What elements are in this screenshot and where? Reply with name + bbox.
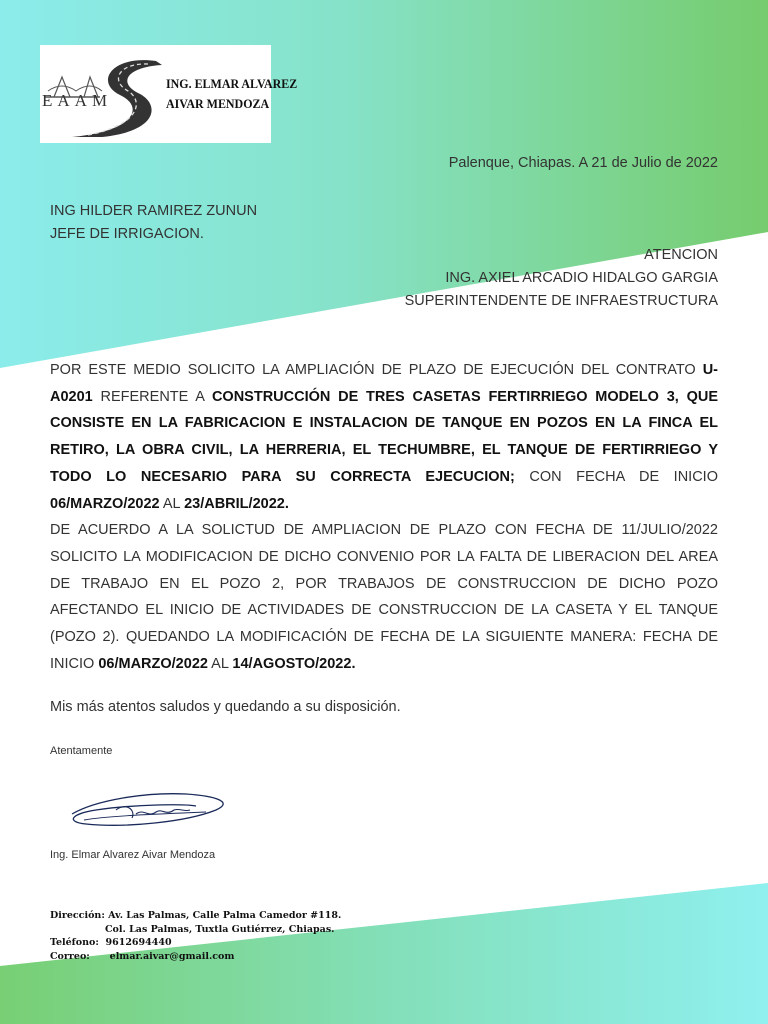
company-name-line2: AIVAR MENDOZA <box>166 96 270 111</box>
p1-text-b: REFERENTE A <box>92 388 212 405</box>
p1-text-al: AL <box>159 495 185 512</box>
phone-value: 9612694440 <box>105 937 172 948</box>
new-end-date: 14/AGOSTO/2022. <box>232 655 356 672</box>
p2-text-a: DE ACUERDO A LA SOLICTUD DE AMPLIACION DE PLAZO CON FECHA DE 11/JULIO/2022 SOLICITO LA MODIFICACION DE DICHO CONVENIO POR LA FALTA DE LIBERACION DEL AREA DE TRABAJO EN EL POZO 2, POR TRABAJOS DE CONSTRUCCION DE DICHO POZO AFECTANDO EL INICIO DE ACTIVIDADES DE CONSTRUCCION DE LA CASETA Y EL TANQUE (POZO 2). QUEDANDO LA MODIFICACIÓN DE FECHA DE LA SIGUIENTE MANERA: FECHA DE INICIO <box>50 522 718 672</box>
company-name <box>166 74 297 114</box>
p1-text-c: CON FECHA DE INICIO <box>514 468 718 485</box>
address-line1: Av. Las Palmas, Calle Palma Camedor #118. <box>108 910 342 921</box>
recipient-name: ING HILDER RAMIREZ ZUNUN <box>50 203 258 219</box>
original-end-date: 23/ABRIL/2022. <box>184 495 289 512</box>
original-start-date: 06/MARZO/2022 <box>50 495 160 512</box>
recipient-title: JEFE DE IRRIGACION. <box>50 226 204 242</box>
company-name-line1: ING. ELMAR ALVAREZ <box>166 76 298 91</box>
logo-acronym: EAAM <box>42 91 113 110</box>
phone-label: Teléfono: <box>50 937 99 948</box>
sign-off: Atentamente <box>50 745 113 757</box>
date-line: Palenque, Chiapas. A 21 de Julio de 2022 <box>448 155 718 171</box>
email-label: Correo: <box>50 950 90 962</box>
phone-row <box>50 936 341 950</box>
attention-title: SUPERINTENDENTE DE INFRAESTRUCTURA <box>404 293 718 309</box>
footer-contact <box>50 909 341 963</box>
attention-block <box>405 244 718 313</box>
address-row-2: Col. Las Palmas, Tuxtla Gutiérrez, Chiapas. <box>105 923 335 935</box>
recipient-block <box>50 200 257 246</box>
work-description: CONSTRUCCIÓN DE TRES CASETAS FERTIRRIEGO MODELO 3, QUE CONSISTE EN LA FABRICACION E INSTALACION DE TANQUE EN POZOS EN LA FINCA EL RETIRO, LA OBRA CIVIL, LA HERRERIA, EL TECHUMBRE, EL TANQUE DE FERTIRRIEGO Y TODO LO NECESARIO PARA SU CORRECTA EJECUCION; <box>50 388 718 485</box>
attention-label: ATENCION <box>644 247 718 263</box>
email-value[interactable]: elmar.aivar@gmail.com <box>109 950 235 962</box>
signer-name: Ing. Elmar Alvarez Aivar Mendoza <box>50 849 216 861</box>
paragraph-2 <box>50 517 718 677</box>
new-start-date: 06/MARZO/2022 <box>98 655 208 672</box>
letter-body <box>50 357 718 677</box>
attention-name: ING. AXIEL ARCADIO HIDALGO GARGIA <box>445 270 718 286</box>
email-row <box>50 950 341 964</box>
address-row <box>50 909 341 923</box>
closing-line: Mis más atentos saludos y quedando a su disposición. <box>50 699 401 715</box>
handwritten-signature <box>66 780 246 840</box>
p1-text-a: POR ESTE MEDIO SOLICITO LA AMPLIACIÓN DE PLAZO DE EJECUCIÓN DEL CONTRATO <box>50 362 703 378</box>
paragraph-1 <box>50 357 718 517</box>
p2-text-al: AL <box>207 655 233 672</box>
address-label: Dirección: <box>50 910 105 921</box>
contract-number: U-A0201 <box>50 362 718 405</box>
